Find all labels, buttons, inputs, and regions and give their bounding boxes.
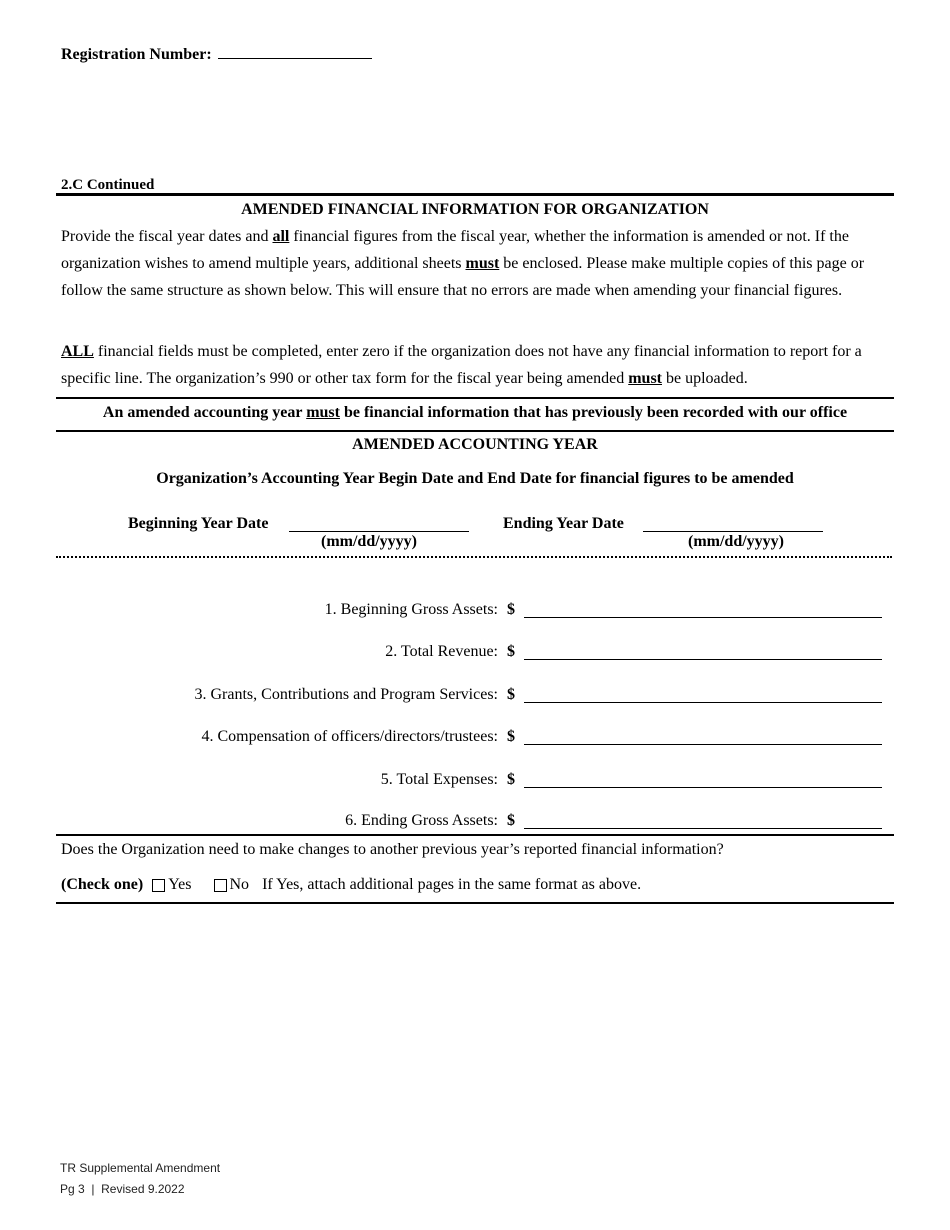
instructions-text: financial fields must be completed, enter zero if the organization does not have any financial information to report for a specific line. The organization’s 990 or other tax form for the fiscal year being amended	[61, 343, 862, 387]
field-label-beginning-gross-assets: 1. Beginning Gross Assets:	[324, 601, 498, 618]
field-label-grants-contributions: 3. Grants, Contributions and Program Services:	[194, 686, 498, 703]
dollar-sign: $	[507, 812, 515, 829]
emphasis-must: must	[628, 370, 662, 387]
registration-number-field[interactable]	[218, 44, 372, 59]
instructions-paragraph-2	[61, 338, 891, 392]
end-date-field[interactable]	[643, 531, 823, 532]
fields-bottom-rule	[56, 834, 894, 836]
dotted-separator	[56, 556, 892, 558]
emphasis-all-caps: ALL	[61, 343, 94, 360]
notice	[56, 404, 894, 422]
emphasis-must: must	[306, 404, 340, 421]
accounting-year-subtitle: Organization’s Accounting Year Begin Date and End Date for financial figures to be amended	[156, 470, 794, 487]
yes-label: Yes	[168, 876, 192, 893]
begin-date-field[interactable]	[289, 531, 469, 532]
dollar-sign: $	[507, 686, 515, 703]
field-label-total-revenue: 2. Total Revenue:	[385, 643, 498, 660]
field-label-compensation: 4. Compensation of officers/directors/trustees:	[201, 728, 498, 745]
notice-text: be financial information that has previously been recorded with our office	[339, 404, 848, 421]
section-label: 2.C Continued	[61, 177, 155, 193]
field-label-ending-gross-assets: 6. Ending Gross Assets:	[345, 812, 498, 829]
footer-page-revision: Pg 3 | Revised 9.2022	[60, 1182, 185, 1196]
section-title: AMENDED FINANCIAL INFORMATION FOR ORGANIZATION	[241, 201, 709, 218]
beginning-gross-assets-field[interactable]	[524, 617, 882, 618]
footer-form-name: TR Supplemental Amendment	[60, 1161, 221, 1175]
begin-date-format: (mm/dd/yyyy)	[321, 533, 417, 550]
end-date-format: (mm/dd/yyyy)	[688, 533, 784, 550]
no-checkbox[interactable]	[214, 879, 227, 892]
notice-top-rule	[56, 397, 894, 399]
emphasis-all: all	[272, 228, 290, 245]
registration-number	[61, 44, 372, 64]
notice-bottom-rule	[56, 430, 894, 432]
previous-year-question: Does the Organization need to make changes to another previous year’s reported financial information?	[61, 841, 724, 858]
check-one-row	[61, 876, 641, 894]
total-revenue-field[interactable]	[524, 659, 882, 660]
ending-gross-assets-field[interactable]	[524, 828, 882, 829]
no-label: No	[229, 876, 250, 893]
yes-note: If Yes, attach additional pages in the same format as above.	[262, 876, 642, 893]
begin-date-label: Beginning Year Date	[128, 515, 269, 532]
accounting-year-title: AMENDED ACCOUNTING YEAR	[352, 436, 598, 453]
question-bottom-rule	[56, 902, 894, 904]
dollar-sign: $	[507, 771, 515, 788]
instructions-text: be enclosed. Please make multiple copies of this page or follow the same structure as shown below. This will ensure that no errors are made when amending your financial figures.	[61, 255, 865, 299]
instructions-text: financial figures from the fiscal year, whether the information is amended or not. If the organization wishes to amend multiple years, additional sheets	[61, 228, 849, 272]
dollar-sign: $	[507, 601, 515, 618]
compensation-field[interactable]	[524, 744, 882, 745]
dollar-sign: $	[507, 643, 515, 660]
grants-contributions-field[interactable]	[524, 702, 882, 703]
registration-number-label: Registration Number:	[61, 46, 212, 63]
check-one-label: (Check one)	[61, 876, 144, 893]
yes-checkbox[interactable]	[152, 879, 165, 892]
emphasis-must: must	[465, 255, 500, 272]
end-date-label: Ending Year Date	[503, 515, 624, 532]
instructions-text: Provide the fiscal year dates and	[61, 228, 273, 245]
instructions-paragraph-1	[61, 223, 891, 304]
total-expenses-field[interactable]	[524, 787, 882, 788]
section-top-rule	[56, 193, 894, 196]
notice-text: An amended accounting year	[102, 404, 307, 421]
instructions-text: be uploaded.	[662, 370, 748, 387]
dollar-sign: $	[507, 728, 515, 745]
field-label-total-expenses: 5. Total Expenses:	[380, 771, 498, 788]
